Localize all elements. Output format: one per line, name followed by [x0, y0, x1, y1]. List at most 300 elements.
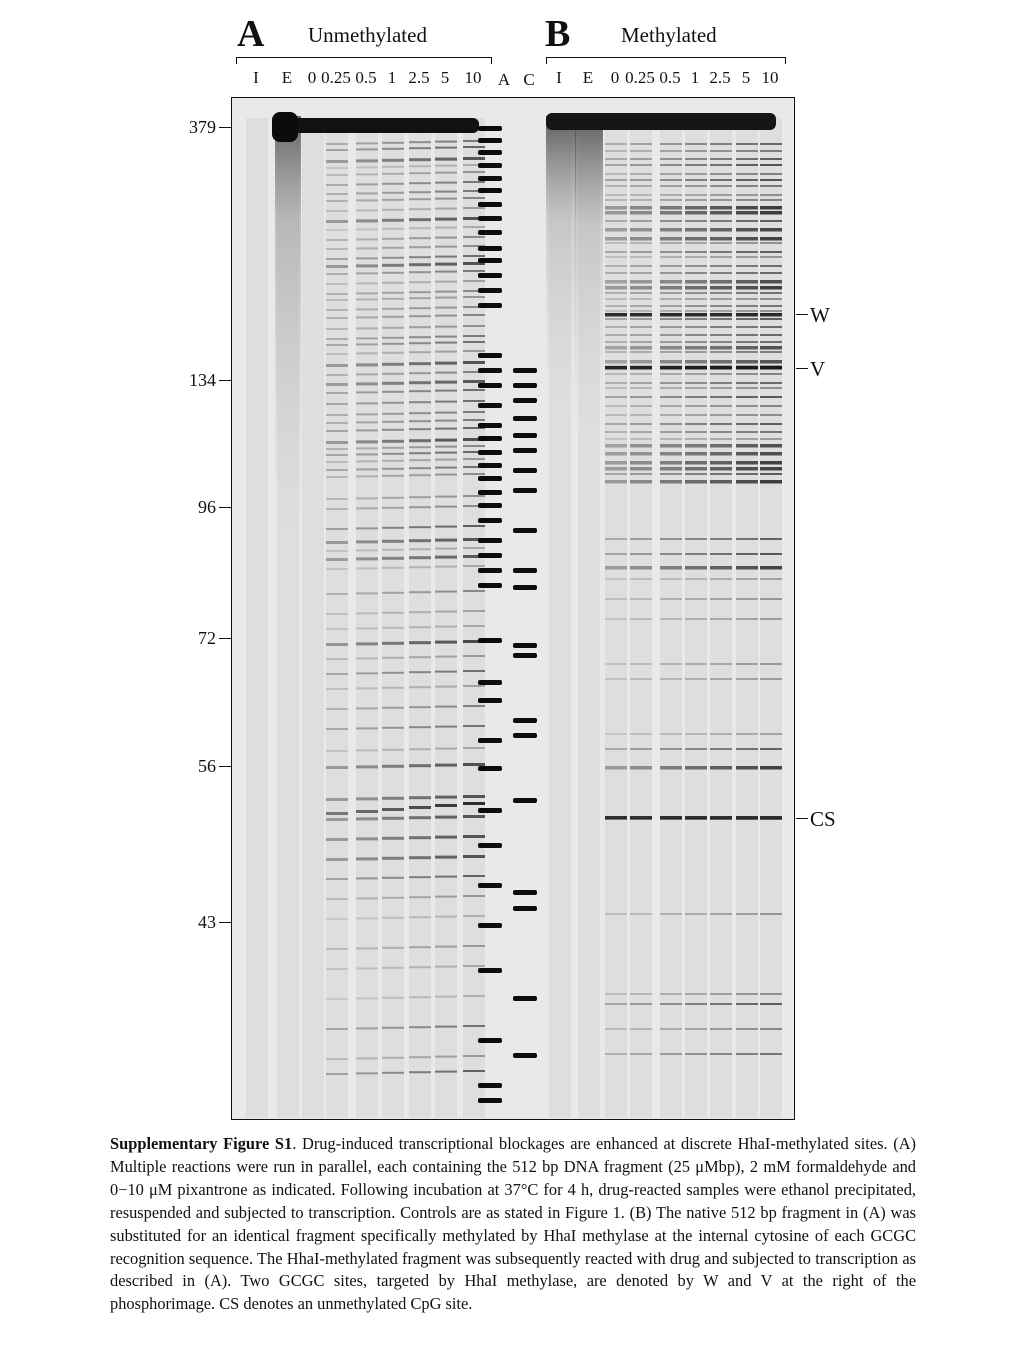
gel-band: [660, 396, 682, 398]
gel-band: [685, 286, 707, 290]
gel-band: [382, 727, 404, 729]
gel-band: [326, 317, 348, 319]
gel-band-site: [685, 313, 707, 317]
gel-ladder-band-a: [478, 163, 502, 168]
gel-band: [685, 423, 707, 425]
gel-band: [409, 158, 431, 161]
gel-band: [463, 875, 485, 877]
gel-band: [710, 292, 732, 294]
gel-band: [685, 351, 707, 353]
gel-band: [710, 431, 732, 433]
gel-band: [685, 211, 707, 215]
gel-ladder-band-a: [478, 403, 502, 408]
gel-band: [630, 618, 652, 620]
gel-ladder-band-c: [513, 433, 537, 438]
gel-band: [710, 993, 732, 995]
size-marker-label: 379: [189, 117, 216, 137]
gel-band: [435, 263, 457, 266]
gel-band: [660, 220, 682, 222]
gel-band: [630, 1003, 652, 1005]
lane-label: 0: [307, 68, 317, 87]
gel-band: [409, 165, 431, 167]
gel-band: [736, 228, 758, 232]
gel-band: [685, 566, 707, 570]
gel-band: [736, 618, 758, 620]
gel-band: [605, 431, 627, 433]
gel-band: [409, 297, 431, 299]
gel-band-site: [710, 313, 732, 317]
gel-ladder-band-c: [513, 906, 537, 911]
gel-band: [463, 815, 485, 818]
gel-band: [356, 997, 378, 999]
gel-band: [630, 292, 652, 294]
gel-band: [326, 239, 348, 241]
gel-band: [710, 1003, 732, 1005]
gel-ladder-band-c: [513, 416, 537, 421]
gel-band: [630, 663, 652, 665]
gel-band: [630, 211, 652, 215]
gel-band: [382, 247, 404, 249]
gel-band: [660, 211, 682, 215]
gel-band: [435, 401, 457, 403]
gel-band: [660, 280, 682, 284]
gel-band: [710, 766, 732, 770]
gel-band: [409, 467, 431, 469]
gel-band: [409, 271, 431, 273]
gel-band: [760, 346, 782, 350]
gel-band: [685, 173, 707, 175]
caption-label: Supplementary Figure S1: [110, 1134, 293, 1153]
gel-band: [326, 948, 348, 950]
gel-band: [382, 337, 404, 339]
gel-band: [760, 382, 782, 384]
gel-band: [382, 1072, 404, 1074]
gel-band: [760, 179, 782, 181]
gel-band: [409, 412, 431, 414]
gel-band: [760, 206, 782, 210]
gel-band: [326, 143, 348, 145]
gel-band: [760, 242, 782, 244]
gel-band: [710, 423, 732, 425]
gel-band: [382, 159, 404, 162]
gel-band: [685, 298, 707, 300]
gel-band: [435, 218, 457, 221]
gel-band: [356, 672, 378, 674]
gel-band: [760, 326, 782, 328]
panel-a-letter: A: [237, 13, 265, 55]
gel-band: [409, 326, 431, 328]
gel-band: [435, 591, 457, 593]
gel-band: [760, 467, 782, 471]
gel-band: [409, 548, 431, 550]
gel-band: [326, 673, 348, 675]
gel-band: [463, 197, 485, 199]
gel-band: [605, 164, 627, 166]
gel-band: [463, 1025, 485, 1027]
gel-band: [409, 198, 431, 200]
gel-band: [630, 444, 652, 448]
gel-band: [463, 445, 485, 447]
gel-band: [409, 539, 431, 542]
gel-band: [326, 328, 348, 330]
gel-band: [435, 256, 457, 258]
gel-band: [760, 733, 782, 735]
gel-band: [435, 428, 457, 430]
gel-band-site: [630, 816, 652, 820]
gel-band: [382, 402, 404, 404]
gel-band: [382, 272, 404, 274]
gel-band: [463, 335, 485, 337]
gel-band: [605, 179, 627, 181]
gel-band: [736, 598, 758, 600]
gel-band: [660, 663, 682, 665]
gel-band: [435, 208, 457, 210]
gel-band: [760, 766, 782, 770]
gel-band: [630, 158, 652, 160]
gel-ladder-band-a: [478, 698, 502, 703]
gel-band: [685, 1053, 707, 1055]
gel-band: [630, 387, 652, 389]
gel-band: [685, 158, 707, 160]
gel-band: [760, 373, 782, 375]
gel-band: [736, 265, 758, 267]
gel-band: [435, 1071, 457, 1073]
gel-ladder-band-a: [478, 216, 502, 221]
gel-band-site: [605, 816, 627, 820]
gel-band: [409, 342, 431, 344]
gel-band: [760, 748, 782, 750]
gel-band: [326, 728, 348, 730]
gel-band: [710, 1053, 732, 1055]
gel-band: [435, 198, 457, 200]
gel-band: [605, 467, 627, 471]
gel-band: [435, 1026, 457, 1028]
gel-band: [685, 292, 707, 294]
gel-band: [660, 678, 682, 680]
gel-band: [736, 414, 758, 416]
gel-band: [630, 318, 652, 320]
gel-band: [660, 298, 682, 300]
gel-band: [463, 226, 485, 228]
size-marker-tick: [219, 638, 231, 639]
gel-band: [630, 766, 652, 770]
lane-label: A: [497, 70, 511, 89]
gel-band: [326, 461, 348, 463]
gel-ladder-band-a: [478, 230, 502, 235]
gel-band: [326, 498, 348, 500]
gel-band: [382, 797, 404, 800]
gel-band: [326, 283, 348, 285]
gel-band: [356, 727, 378, 729]
gel-band: [760, 220, 782, 222]
gel-band: [630, 150, 652, 152]
gel-band: [660, 382, 682, 384]
gel-band: [356, 159, 378, 162]
gel-band: [356, 765, 378, 768]
gel-band: [435, 315, 457, 317]
gel-band: [685, 382, 707, 384]
gel-band: [710, 326, 732, 328]
gel-band: [326, 898, 348, 900]
gel-band: [736, 242, 758, 244]
gel-band: [710, 237, 732, 241]
gel-band: [435, 158, 457, 161]
gel-band: [605, 305, 627, 307]
gel-band: [760, 913, 782, 915]
gel-band: [409, 218, 431, 221]
gel-band-site: [736, 366, 758, 370]
gel-band: [630, 298, 652, 300]
gel-band: [630, 993, 652, 995]
gel-band: [660, 237, 682, 241]
gel-band: [736, 538, 758, 540]
gel-band: [660, 423, 682, 425]
gel-band: [685, 341, 707, 343]
gel-band: [356, 687, 378, 689]
gel-band: [605, 1003, 627, 1005]
gel-band: [382, 507, 404, 509]
gel-band: [605, 473, 627, 475]
gel-band: [435, 706, 457, 708]
gel-band: [435, 439, 457, 442]
gel-band: [630, 326, 652, 328]
gel-band: [660, 538, 682, 540]
gel-band: [630, 538, 652, 540]
size-marker-label: 56: [198, 756, 216, 776]
gel-band: [710, 211, 732, 215]
gel-band: [760, 360, 782, 364]
gel-band: [736, 373, 758, 375]
lane-label: 0.25: [321, 68, 351, 87]
gel-band: [685, 461, 707, 465]
gel-band: [463, 341, 485, 343]
gel-band: [356, 627, 378, 629]
gel-band: [710, 351, 732, 353]
gel-band: [685, 913, 707, 915]
gel-band: [736, 310, 758, 312]
size-marker-tick: [219, 766, 231, 767]
gel-band: [685, 414, 707, 416]
gel-band: [630, 1053, 652, 1055]
gel-band: [326, 838, 348, 841]
gel-band: [760, 452, 782, 456]
gel-smear: [546, 116, 576, 416]
gel-ladder-band-a: [478, 968, 502, 973]
gel-band: [760, 334, 782, 336]
gel-band: [736, 318, 758, 320]
gel-band: [630, 206, 652, 210]
gel-band: [605, 360, 627, 364]
gel-band: [630, 414, 652, 416]
lane-label: 10: [761, 68, 779, 87]
gel-ladder-band-a: [478, 353, 502, 358]
gel-band: [736, 663, 758, 665]
gel-band: [435, 726, 457, 728]
gel-band: [409, 641, 431, 644]
gel-band: [685, 1003, 707, 1005]
gel-band: [685, 387, 707, 389]
gel-band: [435, 172, 457, 174]
gel-band: [630, 480, 652, 484]
gel-band: [326, 229, 348, 231]
gel-band: [382, 540, 404, 543]
gel-band: [356, 183, 378, 185]
gel-band: [326, 1058, 348, 1060]
gel-band: [660, 143, 682, 145]
gel-band: [326, 414, 348, 416]
gel-band: [356, 257, 378, 259]
gel-band: [356, 209, 378, 211]
gel-band: [409, 474, 431, 476]
gel-band: [660, 766, 682, 770]
gel-band: [463, 389, 485, 391]
gel-band: [326, 643, 348, 646]
gel-ladder-band-a: [478, 476, 502, 481]
gel-band-site: [710, 366, 732, 370]
gel-band: [326, 344, 348, 346]
gel-band: [356, 352, 378, 354]
gel-band: [760, 431, 782, 433]
gel-band: [736, 566, 758, 570]
gel-ladder-band-a: [478, 503, 502, 508]
gel-band: [356, 810, 378, 813]
gel-band: [760, 1053, 782, 1055]
gel-band: [630, 598, 652, 600]
gel-band: [382, 475, 404, 477]
gel-band: [685, 766, 707, 770]
gel-band: [760, 251, 782, 253]
gel-band: [326, 812, 348, 815]
gel-band: [463, 670, 485, 672]
gel-band: [356, 897, 378, 899]
gel-band: [660, 228, 682, 232]
gel-band: [736, 326, 758, 328]
gel-band: [605, 351, 627, 353]
gel-band-site: [760, 816, 782, 820]
gel-band: [356, 238, 378, 240]
gel-band-site: [736, 816, 758, 820]
gel-band: [326, 818, 348, 821]
gel-band: [760, 280, 782, 284]
gel-band: [710, 220, 732, 222]
gel-band: [660, 310, 682, 312]
gel-band: [736, 164, 758, 166]
gel-band: [435, 876, 457, 878]
gel-ladder-band-a: [478, 273, 502, 278]
gel-band: [409, 315, 431, 317]
gel-band: [630, 553, 652, 555]
gel-band: [630, 578, 652, 580]
gel-band: [435, 656, 457, 658]
gel-band: [685, 578, 707, 580]
gel-band: [435, 246, 457, 248]
gel-band: [736, 150, 758, 152]
gel-band: [660, 346, 682, 350]
gel-band: [382, 765, 404, 768]
gel-band: [326, 167, 348, 169]
gel-band: [356, 707, 378, 709]
gel-band: [382, 672, 404, 674]
gel-band: [409, 420, 431, 422]
gel-band: [710, 553, 732, 555]
gel-band-site: [710, 816, 732, 820]
gel-band: [736, 382, 758, 384]
gel-band: [409, 428, 431, 430]
gel-band: [435, 307, 457, 309]
gel-band: [382, 527, 404, 529]
gel-band: [685, 237, 707, 241]
gel-band: [760, 480, 782, 484]
lane-label: 0: [610, 68, 620, 87]
gel-band: [356, 1027, 378, 1029]
gel-band: [660, 1003, 682, 1005]
gel-band: [382, 627, 404, 629]
gel-band: [409, 172, 431, 174]
gel-band: [409, 351, 431, 353]
gel-band: [382, 363, 404, 366]
lane-label: C: [523, 70, 535, 89]
gel-band: [760, 256, 782, 258]
gel-band: [326, 448, 348, 450]
gel-band: [382, 1027, 404, 1029]
gel-band: [326, 593, 348, 595]
gel-band: [760, 194, 782, 196]
gel-band: [736, 444, 758, 448]
gel-band: [356, 507, 378, 509]
gel-band: [760, 473, 782, 475]
gel-band: [326, 708, 348, 710]
gel-band: [605, 405, 627, 407]
gel-band: [382, 817, 404, 820]
gel-band: [685, 663, 707, 665]
gel-band: [356, 642, 378, 645]
gel-band: [382, 238, 404, 240]
gel-band: [356, 917, 378, 919]
gel-band: [605, 461, 627, 465]
gel-band: [409, 459, 431, 461]
gel-band: [660, 598, 682, 600]
gel-band: [685, 265, 707, 267]
gel-band: [760, 553, 782, 555]
gel-band: [736, 360, 758, 364]
gel-band: [630, 438, 652, 440]
gel-band: [760, 566, 782, 570]
gel-band: [710, 298, 732, 300]
gel-band: [435, 896, 457, 898]
gel-band: [710, 310, 732, 312]
gel-phosphorimage: [231, 97, 795, 1120]
gel-band: [630, 334, 652, 336]
gel-ladder-band-a: [478, 538, 502, 543]
gel-band: [710, 242, 732, 244]
gel-band: [463, 1070, 485, 1072]
gel-band: [409, 336, 431, 338]
gel-band: [409, 208, 431, 210]
gel-band-site: [630, 366, 652, 370]
gel-band: [760, 438, 782, 440]
site-label-w: W: [810, 303, 830, 327]
gel-band: [736, 334, 758, 336]
gel-band: [605, 280, 627, 284]
gel-band: [685, 373, 707, 375]
gel-band: [660, 360, 682, 364]
gel-band: [710, 346, 732, 350]
gel-band: [685, 179, 707, 181]
gel-band: [685, 334, 707, 336]
gel-band: [736, 452, 758, 456]
gel-band: [736, 387, 758, 389]
gel-band: [463, 655, 485, 657]
